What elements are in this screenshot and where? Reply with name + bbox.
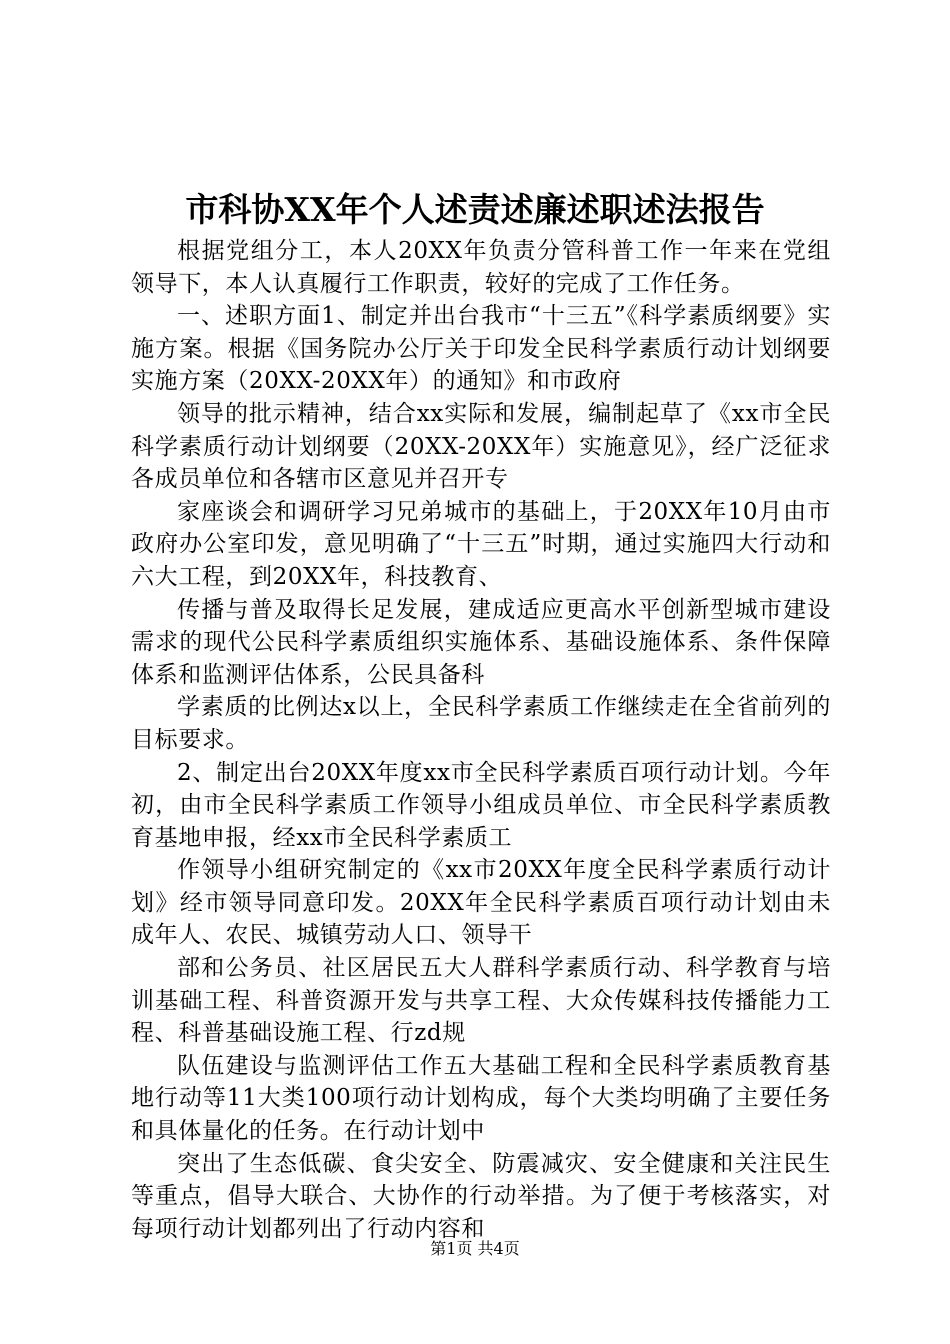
document-body [131,235,831,1245]
page-number-footer: 第1页 共4页 [430,1239,520,1258]
paragraph: 家座谈会和调研学习兄弟城市的基础上，于20XX年10月由市政府办公室印发，意见明确了“十三五”时期，通过实施四大行动和六大工程，到20XX年，科技教育、 [131,498,831,590]
paragraph: 突出了生态低碳、食尖安全、防震减灾、安全健康和关注民生等重点，倡导大联合、大协作的行动举措。为了便于考核落实，对每项行动计划都列出了行动内容和 [131,1150,831,1242]
paragraph: 根据党组分工，本人20XX年负责分管科普工作一年来在党组领导下，本人认真履行工作职责，较好的完成了工作任务。 [131,238,831,297]
paragraph: 一、述职方面1、制定并出台我市“十三五”《科学素质纲要》实施方案。根据《国务院办公厅关于印发全民科学素质行动计划纲要实施方案（20XX-20XX年）的通知》和市政府 [131,303,831,395]
paragraph: 部和公务员、社区居民五大人群科学素质行动、科学教育与培训基础工程、科普资源开发与共享工程、大众传媒科技传播能力工程、科普基础设施工程、行zd规 [131,955,831,1047]
paragraph: 学素质的比例达x以上，全民科学素质工作继续走在全省前列的目标要求。 [131,694,831,753]
paragraph: 作领导小组研究制定的《xx市20XX年度全民科学素质行动计划》经市领导同意印发。20XX年全民科学素质百项行动计划由未成年人、农民、城镇劳动人口、领导干 [131,857,831,949]
paragraph: 领导的批示精神，结合xx实际和发展，编制起草了《xx市全民科学素质行动计划纲要（20XX-20XX年）实施意见》，经广泛征求各成员单位和各辖市区意见并召开专 [131,400,831,493]
paragraph: 队伍建设与监测评估工作五大基础工程和全民科学素质教育基地行动等11大类100项行动计划构成，每个大类均明确了主要任务和具体量化的任务。在行动计划中 [131,1052,831,1145]
paragraph: 传播与普及取得长足发展，建成适应更高水平创新型城市建设需求的现代公民科学素质组织实施体系、基础设施体系、条件保障体系和监测评估体系，公民具备科 [131,596,831,688]
document-title: 市科协XX年个人述责述廉述职述法报告 [185,190,765,229]
paragraph: 2、制定出台20XX年度xx市全民科学素质百项行动计划。今年初，由市全民科学素质工作领导小组成员单位、市全民科学素质教育基地申报，经xx市全民科学素质工 [131,759,831,851]
